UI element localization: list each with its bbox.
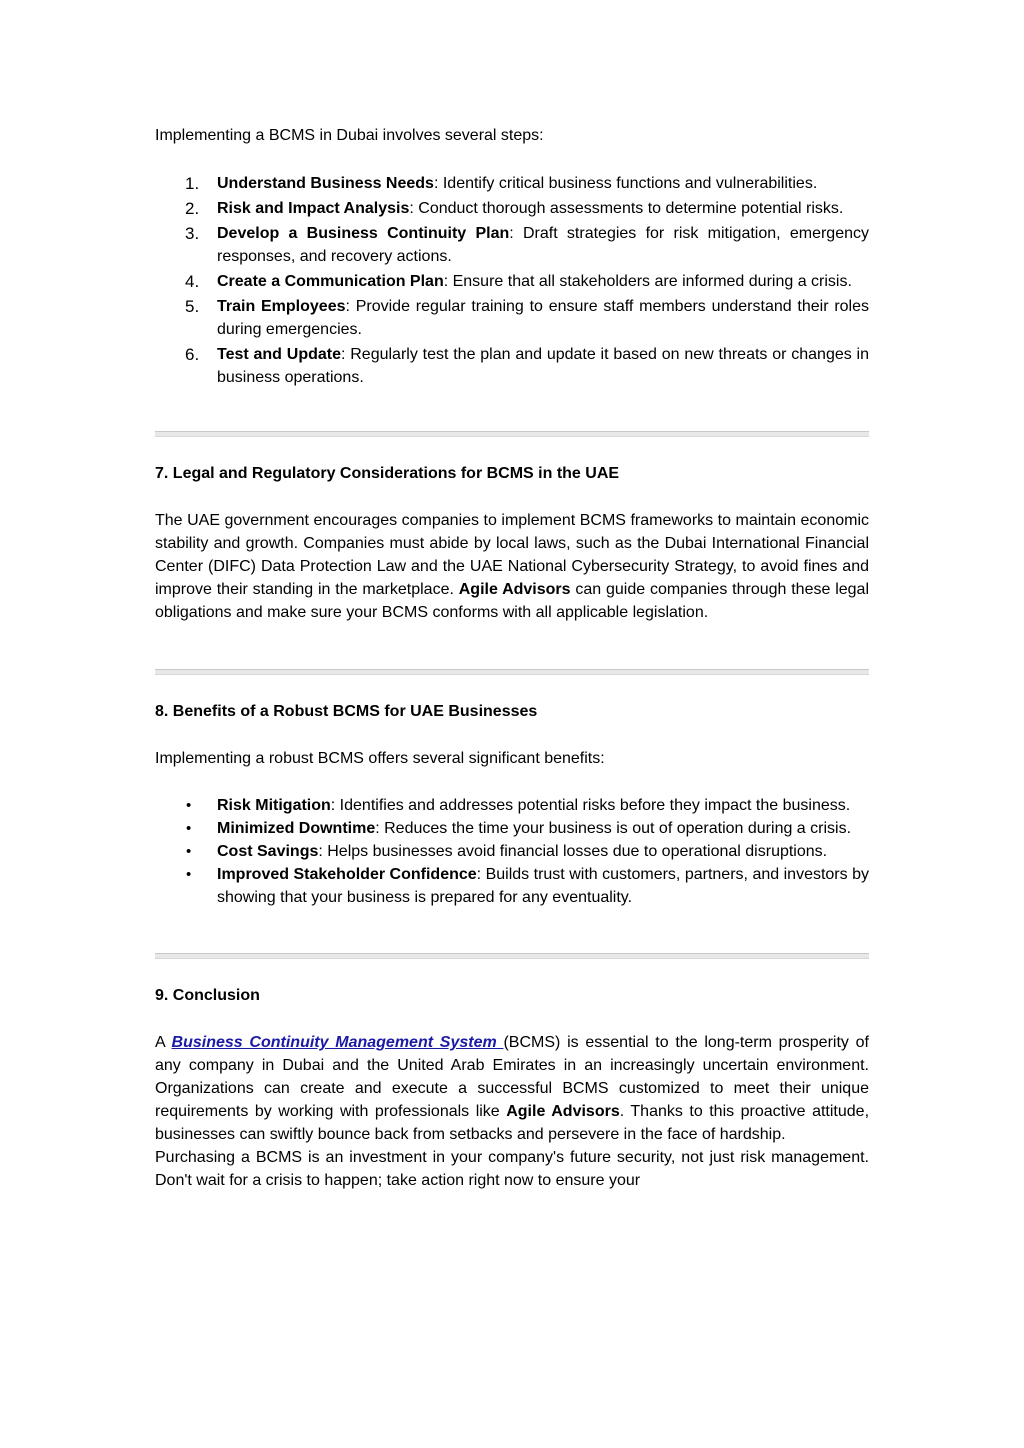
list-number: 5. xyxy=(185,297,200,316)
list-item xyxy=(155,840,869,863)
section-7-paragraph xyxy=(155,509,869,624)
bullet-icon: • xyxy=(186,843,192,860)
step-text: : Identify critical business functions and vulnerabilities. xyxy=(433,175,818,192)
list-item xyxy=(155,343,869,389)
steps-list xyxy=(155,172,869,389)
section-divider xyxy=(155,953,869,959)
step-text: : Ensure that all stakeholders are informed during a crisis. xyxy=(443,273,852,290)
list-item xyxy=(155,817,869,840)
section-8-heading: 8. Benefits of a Robust BCMS for UAE Businesses xyxy=(155,703,538,720)
list-number: 1. xyxy=(185,174,200,193)
list-item xyxy=(155,295,869,341)
section-8-intro: Implementing a robust BCMS offers several significant benefits: xyxy=(155,750,605,767)
step-text: : Regularly test the plan and update it based on new threats or changes in business operations. xyxy=(217,346,869,386)
section-7-heading: 7. Legal and Regulatory Considerations for BCMS in the UAE xyxy=(155,465,620,482)
list-item xyxy=(155,197,869,220)
bullet-icon: • xyxy=(186,797,192,814)
step-title: Develop a Business Continuity Plan xyxy=(217,225,510,242)
paragraph-text: . Thanks to this proactive attitude, businesses can swiftly bounce back from setbacks and persevere in the face of hardship. xyxy=(155,1103,870,1143)
list-number: 6. xyxy=(185,345,200,364)
step-text: : Provide regular training to ensure staff members understand their roles during emergencies. xyxy=(217,298,869,338)
benefit-title: Improved Stakeholder Confidence xyxy=(217,866,477,883)
step-text: : Draft strategies for risk mitigation, emergency responses, and recovery actions. xyxy=(217,225,870,265)
benefit-text: : Reduces the time your business is out of operation during a crisis. xyxy=(375,820,852,837)
step-title: Understand Business Needs xyxy=(217,175,434,192)
section-9-heading: 9. Conclusion xyxy=(155,987,260,1004)
section-9-paragraph-2: Purchasing a BCMS is an investment in your company's future security, not just risk management. Don't wait for a crisis to happen; take action right now to ensure your xyxy=(155,1149,869,1189)
section-divider xyxy=(155,669,869,675)
paragraph-text: The UAE government encourages companies to implement BCMS frameworks to maintain economic stability and growth. Companies must abide by local laws, such as the Dubai International Financial Center (DIFC) Data Protection Law and the UAE National Cybersecurity Strategy, to avoid fines and improve their standing in the marketplace. xyxy=(155,512,869,598)
benefits-list xyxy=(155,794,869,909)
step-text: : Conduct thorough assessments to determine potential risks. xyxy=(409,200,844,217)
list-item xyxy=(155,794,869,817)
benefit-text: : Helps businesses avoid financial losses due to operational disruptions. xyxy=(318,843,828,860)
document-content xyxy=(155,124,869,1192)
section-divider xyxy=(155,431,869,437)
list-number: 2. xyxy=(185,199,200,218)
paragraph-text: (BCMS) is essential to the long-term prosperity of any company in Dubai and the United Arab Emirates in an increasingly uncertain environment. Organizations can create and execute a successful BCMS customized to meet their unique requirements by working with professionals like xyxy=(155,1034,869,1120)
bullet-icon: • xyxy=(186,866,192,883)
step-title: Create a Communication Plan xyxy=(217,273,444,290)
list-item xyxy=(155,270,869,293)
paragraph-text: A xyxy=(155,1034,172,1051)
bullet-icon: • xyxy=(186,820,192,837)
benefit-title: Cost Savings xyxy=(217,843,319,860)
step-title: Train Employees xyxy=(217,298,346,315)
benefit-title: Risk Mitigation xyxy=(217,797,331,814)
benefit-text: : Identifies and addresses potential risks before they impact the business. xyxy=(330,797,851,814)
list-item xyxy=(155,863,869,909)
step-title: Risk and Impact Analysis xyxy=(217,200,410,217)
steps-intro: Implementing a BCMS in Dubai involves several steps: xyxy=(155,127,544,144)
list-item xyxy=(155,222,869,268)
company-name: Agile Advisors xyxy=(458,581,571,598)
company-name: Agile Advisors xyxy=(506,1103,620,1120)
benefit-title: Minimized Downtime xyxy=(217,820,376,837)
section-9-paragraph xyxy=(155,1031,869,1146)
paragraph-text: can guide companies through these legal obligations and make sure your BCMS conforms with all applicable legislation. xyxy=(155,581,869,621)
list-number: 4. xyxy=(185,272,200,291)
list-number: 3. xyxy=(185,224,200,243)
step-title: Test and Update xyxy=(217,346,341,363)
benefit-text: : Builds trust with customers, partners, and investors by showing that your business is prepared for any eventuality. xyxy=(217,866,869,906)
bcms-link[interactable]: Business Continuity Management System xyxy=(171,1034,504,1051)
list-item xyxy=(155,172,869,195)
